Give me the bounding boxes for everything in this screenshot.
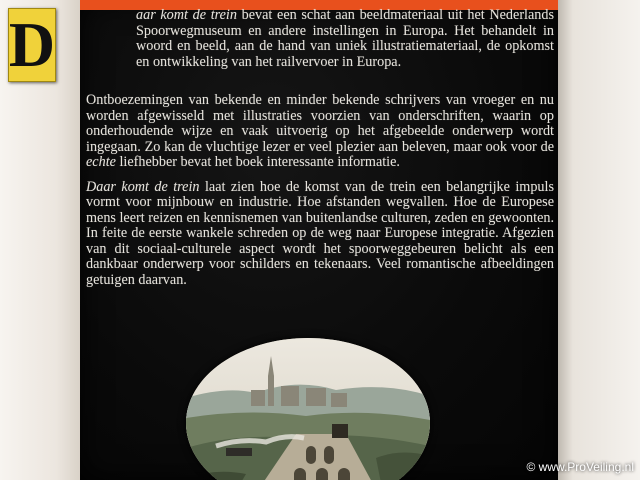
watermark-text: © www.ProVeiling.nl — [526, 460, 634, 474]
book-title-italic-2: Daar komt de trein — [86, 178, 200, 195]
paragraph-2-emphasis: echte — [86, 154, 116, 170]
book-title-italic: aar komt de trein — [136, 7, 237, 23]
paragraph-2-text-a: Ontboezemingen van bekende en minder bekende schrijvers van vroeger en nu worden afgewisseld met illustraties voorzien van onderschriften, waarin op onderhoudende wijze en vaak uitvoerig op het afgebeelde onderwerp wordt ingegaan. Zo kan de vluchtige lezer er veel plezier aan beleven, maar ook voor de — [86, 92, 554, 155]
dropcap-letter: D — [8, 9, 56, 80]
paragraph-1 — [86, 8, 554, 84]
background-right — [556, 0, 640, 480]
paragraph-2 — [86, 93, 554, 171]
paragraph-1-text: bevat een schat aan beeldmateriaal uit het Nederlands Spoorwegmuseum en andere instellingen in Europa. Het behandelt in woord en beeld, aan de hand van uniek illustratiemateriaal, de opkomst en ontwikkeling van het railvervoer in Europa. — [136, 7, 554, 70]
paragraph-3 — [86, 180, 554, 289]
paragraph-3-text: laat zien hoe de komst van de trein een belangrijke impuls vormt voor mijnbouw en industrie. Hoe afstanden wegvallen. Hoe de Europese mens leert reizen en kennisnemen van buitenlandse culturen, zeden en gewoonten. In feite de eerste wankele schreden op de weg naar Europese integratie. Afgezien van dit sociaal-culturele aspect wordt het spoorweggebeuren belicht als een dankbaar onderwerp voor schilders en tekenaars. Veel romantische afbeeldingen getuigen daarvan. — [86, 178, 555, 288]
cover-text — [86, 8, 554, 297]
paragraph-2-text-b: liefhebber bevat het boek interessante informatie. — [115, 154, 400, 170]
